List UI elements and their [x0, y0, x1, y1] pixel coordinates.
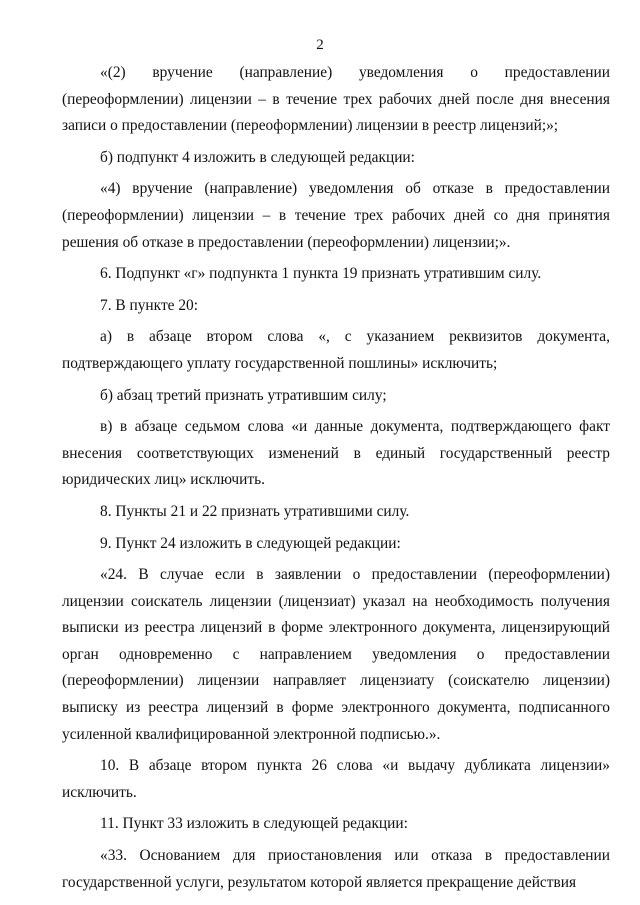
paragraph: б) абзац третий признать утратившим силу; [100, 386, 387, 404]
paragraph: 9. Пункт 24 изложить в следующей редакции: [100, 534, 401, 552]
page-number: 2 [316, 37, 324, 53]
paragraph: 7. В пункте 20: [100, 296, 199, 314]
paragraph: 10. В абзаце втором пункта 26 слова «и выдачу дубликата лицензии» исключить. [62, 757, 610, 801]
paragraph: в) в абзаце седьмом слова «и данные документа, подтверждающего факт внесения соответствующих изменений в единый государственный реестр юридических лиц» исключить. [62, 418, 610, 489]
document-body [62, 60, 610, 901]
paragraph: «(2) вручение (направление) уведомления о предоставлении (переоформлении) лицензии – в течение трех рабочих дней после дня внесения записи о предоставлении (переоформлении) лицензии в реестр лицензий;»; [62, 64, 610, 135]
paragraph: б) подпункт 4 изложить в следующей редакции: [100, 148, 415, 166]
paragraph: «4) вручение (направление) уведомления об отказе в предоставлении (переоформлении) лицензии – в течение трех рабочих дней со дня принятия решения об отказе в предоставлении (переоформлении) лицензии;». [62, 180, 610, 251]
paragraph: 11. Пункт 33 изложить в следующей редакции: [100, 815, 408, 833]
paragraph: а) в абзаце втором слова «, с указанием реквизитов документа, подтверждающего уплату государственной пошлины» исключить; [62, 328, 610, 372]
paragraph: 8. Пункты 21 и 22 признать утратившими силу. [100, 502, 410, 520]
paragraph: «24. В случае если в заявлении о предоставлении (переоформлении) лицензии соискатель лицензии (лицензиат) указал на необходимость получения выписки из реестра лицензий в форме электронного документа, лицензирующий орган одновременно с направлением уведомления о предоставлении (переоформлении) лицензии направляет лицензиату (соискателю лицензии) выписку из реестра лицензий в форме электронного документа, подписанного усиленной квалифицированной электронной подписью.». [62, 566, 610, 743]
paragraph: «33. Основанием для приостановления или отказа в предоставлении государственной услуги, результатом которой является прекращение действия [62, 847, 610, 891]
paragraph: 6. Подпункт «г» подпункта 1 пункта 19 признать утратившим силу. [100, 265, 542, 283]
